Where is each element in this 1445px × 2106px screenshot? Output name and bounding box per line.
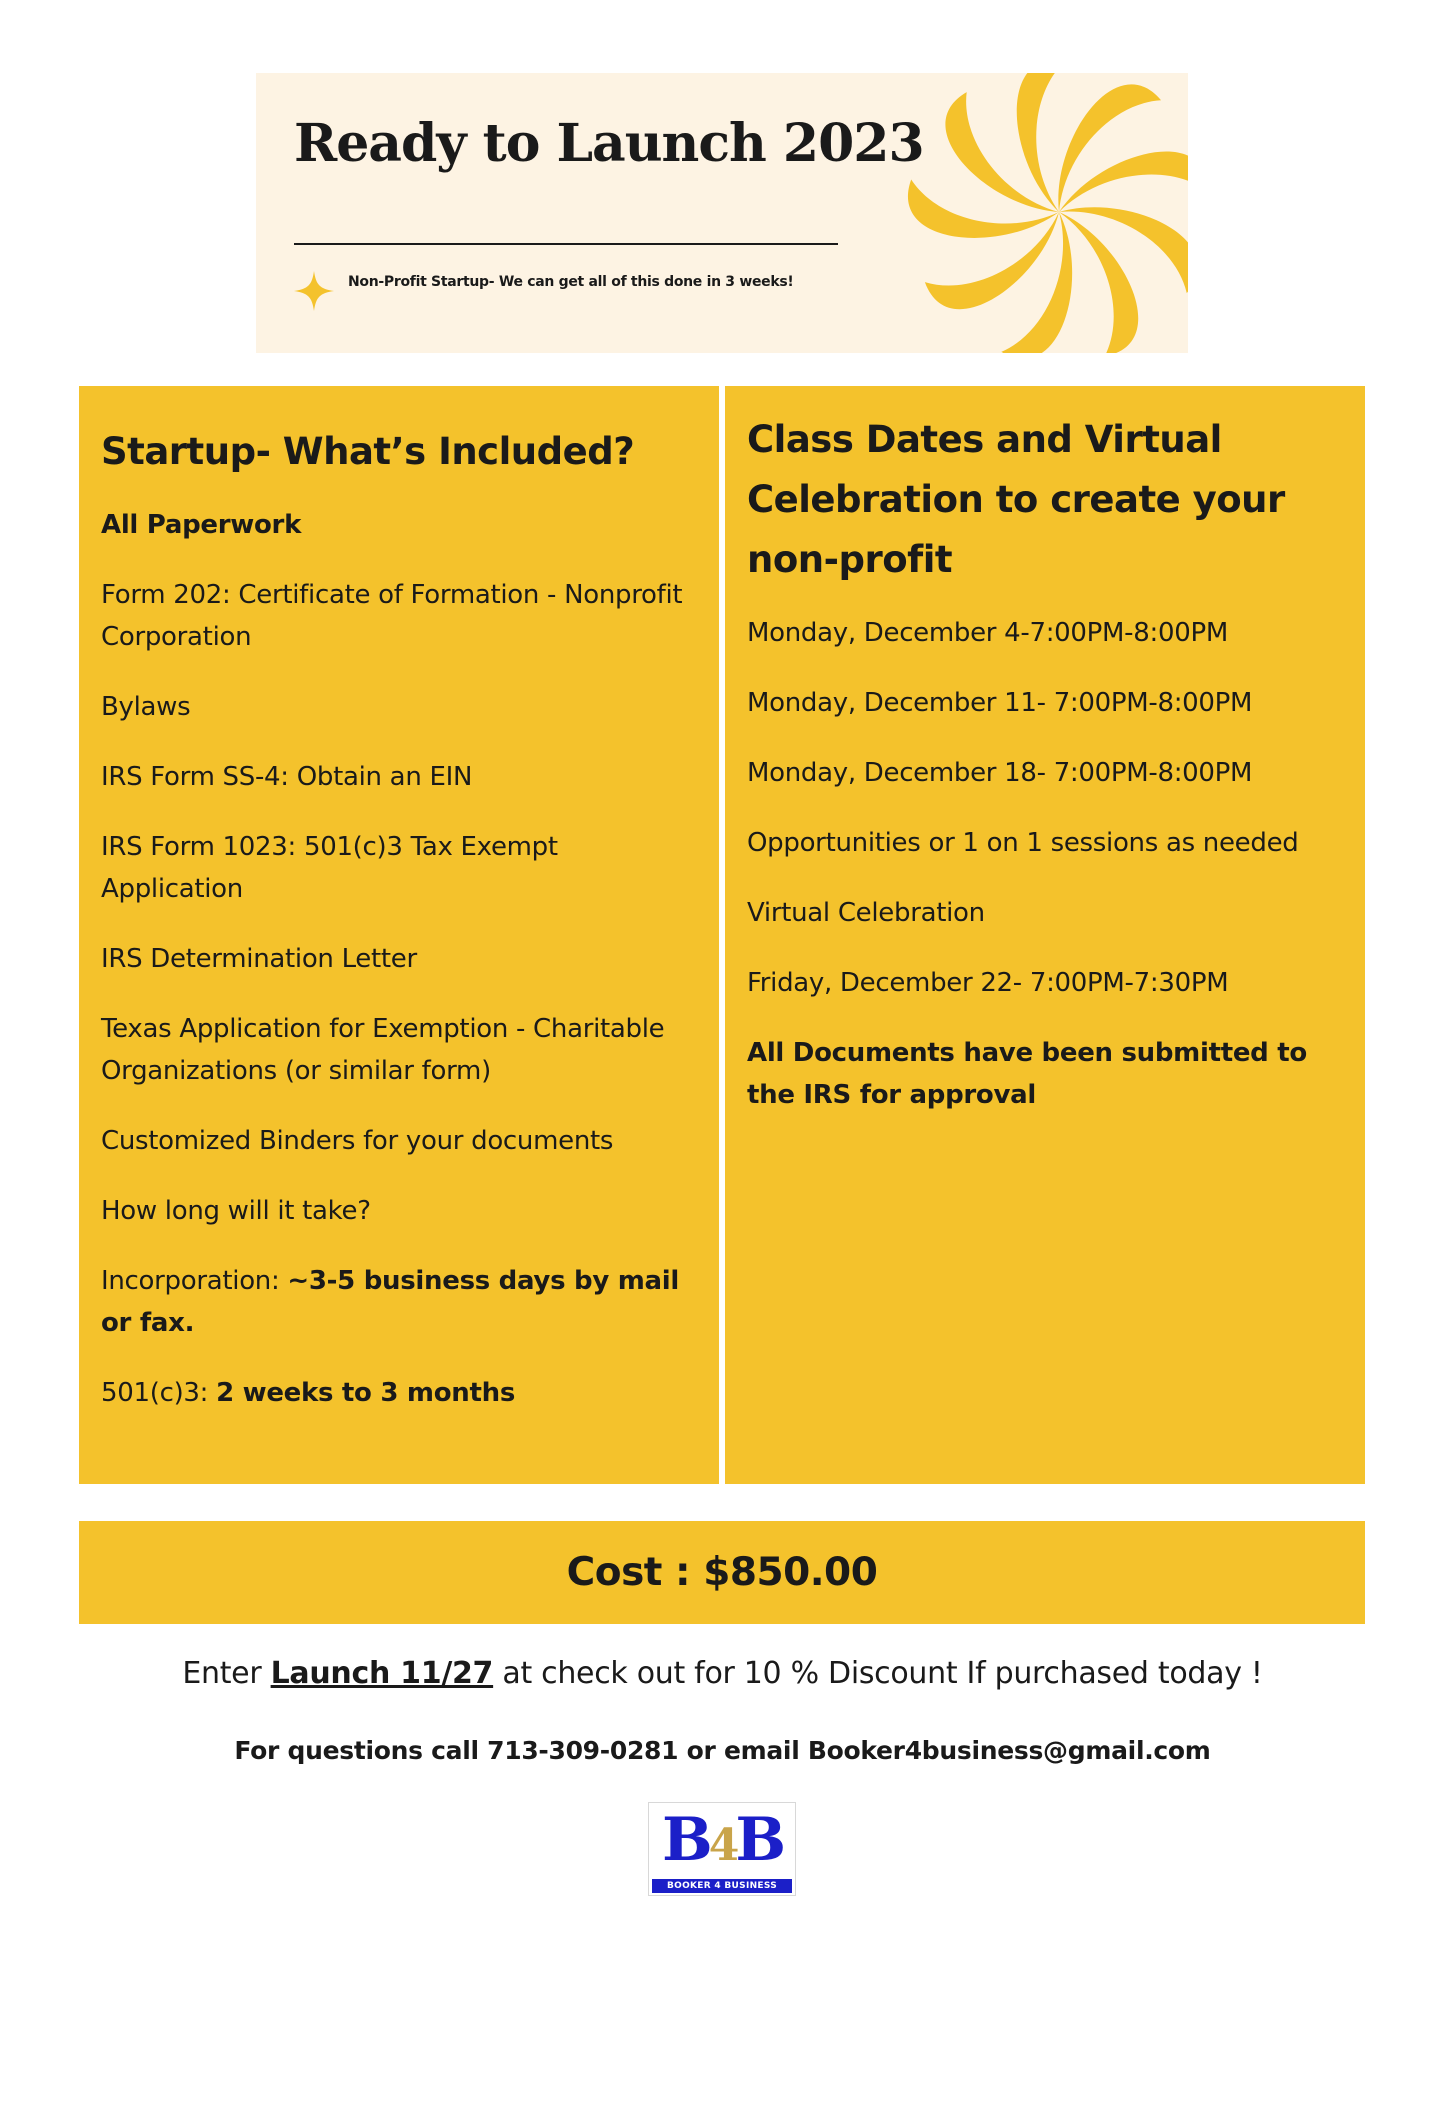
included-item-form-202: Form 202: Certificate of Formation - Nonprofit Corporation [101, 580, 683, 652]
virtual-celebration-label: Virtual Celebration [747, 898, 985, 928]
logo-digit-4: 4 [708, 1820, 736, 1871]
class-date-dec-18: Monday, December 18- 7:00PM-8:00PM [747, 758, 1253, 788]
whats-included-panel [79, 386, 719, 1484]
c3-value: 2 weeks to 3 months [216, 1378, 515, 1408]
pinwheel-swirl-icon [894, 73, 1188, 353]
cost-bar [79, 1521, 1365, 1624]
c3-label: 501(c)3: [101, 1378, 217, 1408]
logo-letter-b-2: B [735, 1805, 783, 1875]
whats-included-heading: Startup- What’s Included? [101, 430, 635, 473]
contact-info: For questions call 713-309-0281 or email Booker4business@gmail.com [234, 1736, 1211, 1765]
sparkle-icon [294, 271, 334, 311]
class-dates-heading: Class Dates and Virtual Celebration to create your non-profit [747, 418, 1285, 581]
class-date-dec-4: Monday, December 4-7:00PM-8:00PM [747, 618, 1228, 648]
documents-submitted-note: All Documents have been submitted to the IRS for approval [747, 1038, 1307, 1110]
banner-subtitle: Non-Profit Startup- We can get all of this done in 3 weeks! [348, 274, 794, 290]
banner-title: Ready to Launch 2023 [294, 113, 924, 174]
included-item-determination-letter: IRS Determination Letter [101, 944, 417, 974]
incorporation-timeline [101, 1260, 697, 1344]
one-on-one-sessions: Opportunities or 1 on 1 sessions as needed [747, 828, 1299, 858]
promo-prefix: Enter [182, 1656, 271, 1691]
class-date-dec-11: Monday, December 11- 7:00PM-8:00PM [747, 688, 1253, 718]
included-item-binders: Customized Binders for your documents [101, 1126, 614, 1156]
logo-letter-b: B [661, 1805, 709, 1875]
discount-promo [0, 1656, 1445, 1691]
c3-timeline [101, 1372, 697, 1414]
included-item-form-1023: IRS Form 1023: 501(c)3 Tax Exempt Application [101, 832, 558, 904]
header-banner [256, 73, 1188, 353]
logo-wordmark: BOOKER 4 BUSINESS [652, 1879, 792, 1893]
celebration-date-dec-22: Friday, December 22- 7:00PM-7:30PM [747, 968, 1229, 998]
banner-divider [294, 243, 838, 245]
incorporation-label: Incorporation: [101, 1266, 288, 1296]
incorporation-value: ~3-5 business days by mail or fax. [101, 1266, 679, 1338]
included-item-bylaws: Bylaws [101, 692, 191, 722]
logo-monogram [649, 1803, 795, 1877]
promo-suffix: at check out for 10 % Discount If purchased today ! [493, 1656, 1263, 1691]
how-long-question: How long will it take? [101, 1196, 371, 1226]
cost-price: Cost : $850.00 [566, 1550, 878, 1595]
all-paperwork-label: All Paperwork [101, 510, 302, 540]
booker-4-business-logo [648, 1802, 796, 1896]
promo-code: Launch 11/27 [270, 1656, 494, 1691]
included-item-texas-exemption: Texas Application for Exemption - Charitable Organizations (or similar form) [101, 1014, 665, 1086]
class-dates-panel [725, 386, 1365, 1484]
included-item-ss4: IRS Form SS-4: Obtain an EIN [101, 762, 473, 792]
